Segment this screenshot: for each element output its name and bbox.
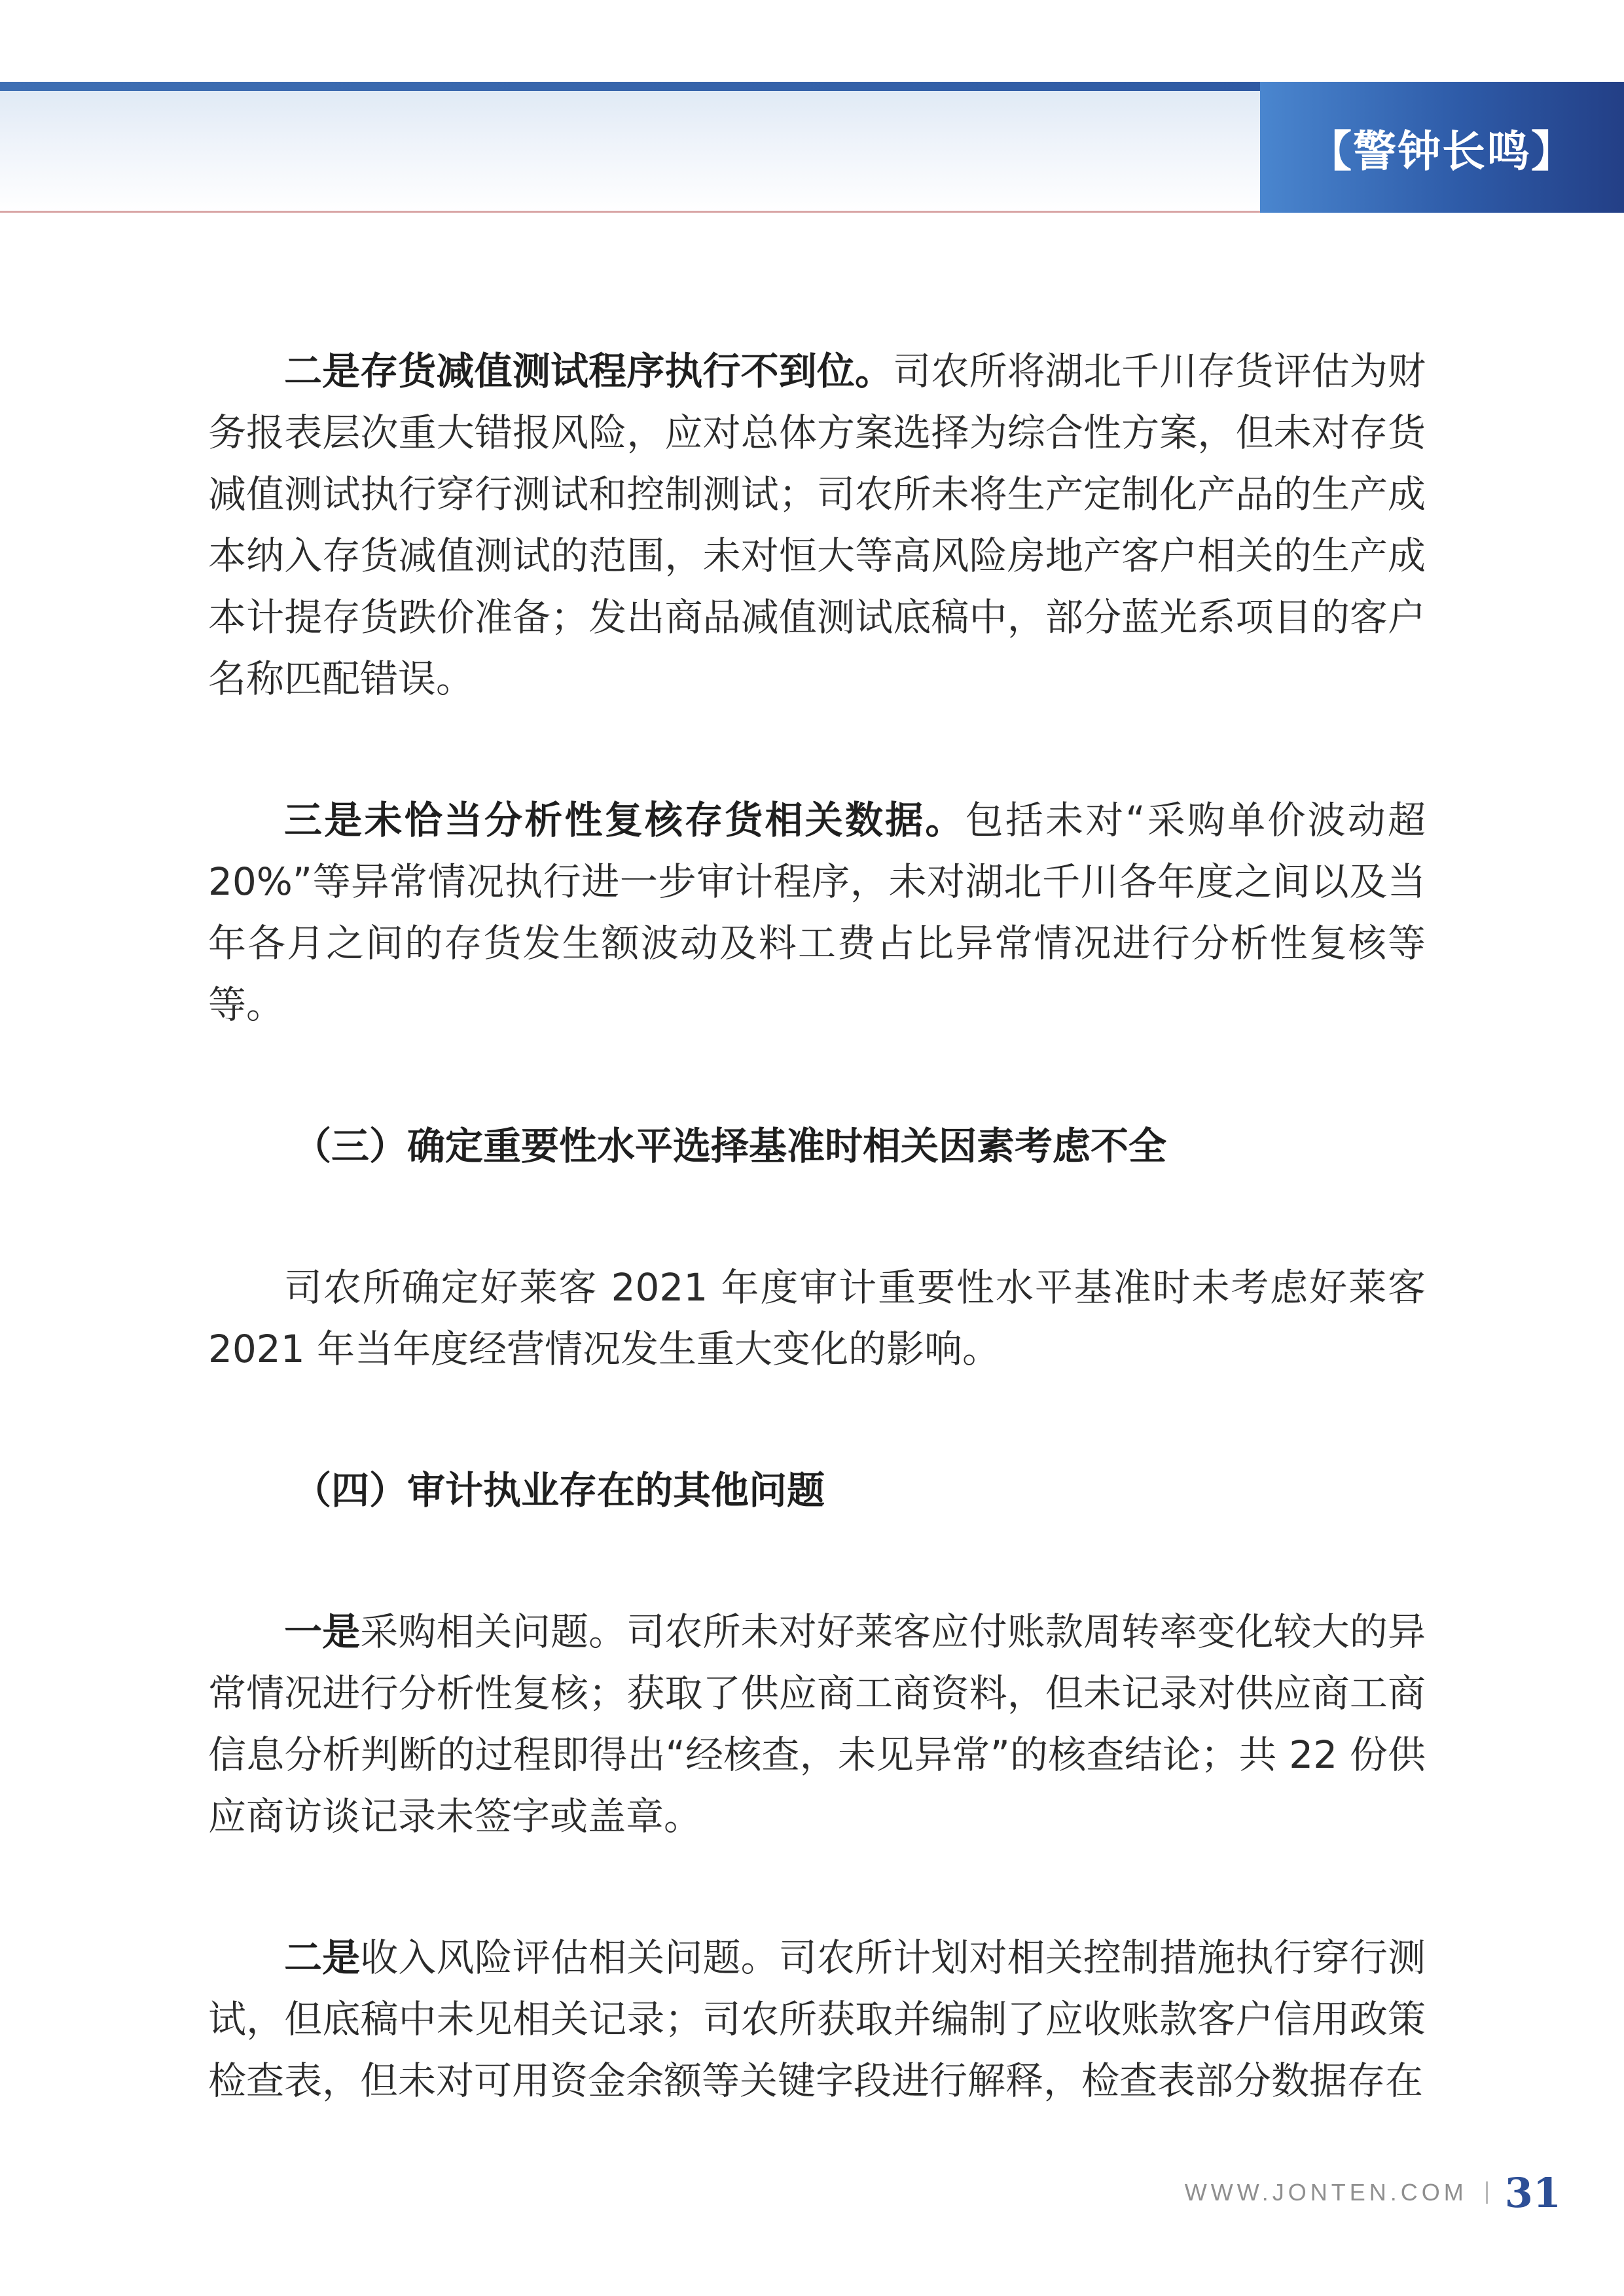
paragraph-text: 司农所确定好莱客 2021 年度审计重要性水平基准时未考虑好莱客 2021 年当年度经营情况发生重大变化的影响。 <box>208 1265 1426 1371</box>
paragraph-text: 司农所将湖北千川存货评估为财务报表层次重大错报风险，应对总体方案选择为综合性方案，但未对存货减值测试执行穿行测试和控制测试；司农所未将生产定制化产品的生产成本纳入存货减值测试的范围，未对恒大等高风险房地产客户相关的生产成本计提存货跌价准备；发出商品减值测试底稿中，部分蓝光系项目的客户名称匹配错误。 <box>208 349 1426 701</box>
footer-divider <box>1486 2181 1488 2204</box>
website-url: WWW.JONTEN.COM <box>1184 2179 1468 2206</box>
article-body <box>208 340 1426 2191</box>
paragraph-revenue-risk <box>208 1927 1426 2111</box>
paragraph-lead: 三是未恰当分析性复核存货相关数据。 <box>284 798 965 842</box>
paragraph-procurement <box>208 1601 1426 1847</box>
section-heading-materiality: （三）确定重要性水平选择基准时相关因素考虑不全 <box>293 1124 1167 1168</box>
section-heading-other-issues: （四）审计执业存在的其他问题 <box>293 1468 825 1513</box>
header-bottom-rule <box>0 211 1260 213</box>
paragraph-lead: 二是存货减值测试程序执行不到位。 <box>284 349 893 393</box>
paragraph-inventory-impairment <box>208 340 1426 709</box>
paragraph-lead: 二是 <box>284 1935 361 1980</box>
paragraph-text: 采购相关问题。司农所未对好莱客应付账款周转率变化较大的异常情况进行分析性复核；获取了供应商工商资料，但未记录对供应商工商信息分析判断的过程即得出“经核查，未见异常”的核查结论；共 22 份供应商访谈记录未签字或盖章。 <box>208 1609 1426 1839</box>
header-top-rule <box>0 82 1260 91</box>
page-number: 31 <box>1504 2168 1561 2217</box>
page-footer <box>1185 2166 1561 2219</box>
section-tag <box>1260 82 1624 213</box>
header-band <box>0 82 1260 213</box>
paragraph-materiality <box>208 1257 1426 1380</box>
paragraph-text: 收入风险评估相关问题。司农所计划对相关控制措施执行穿行测试，但底稿中未见相关记录；司农所获取并编制了应收账款客户信用政策检查表，但未对可用资金余额等关键字段进行解释，检查表部分数据存在 <box>208 1935 1426 2103</box>
paragraph-lead: 一是 <box>284 1609 361 1654</box>
paragraph-text: 包括未对“采购单价波动超20%”等异常情况执行进一步审计程序，未对湖北千川各年度之间以及当年各月之间的存货发生额波动及料工费占比异常情况进行分析性复核等等。 <box>208 798 1426 1027</box>
paragraph-analytical-review <box>208 789 1426 1035</box>
section-tag-text: 【警钟长鸣】 <box>1308 125 1576 177</box>
